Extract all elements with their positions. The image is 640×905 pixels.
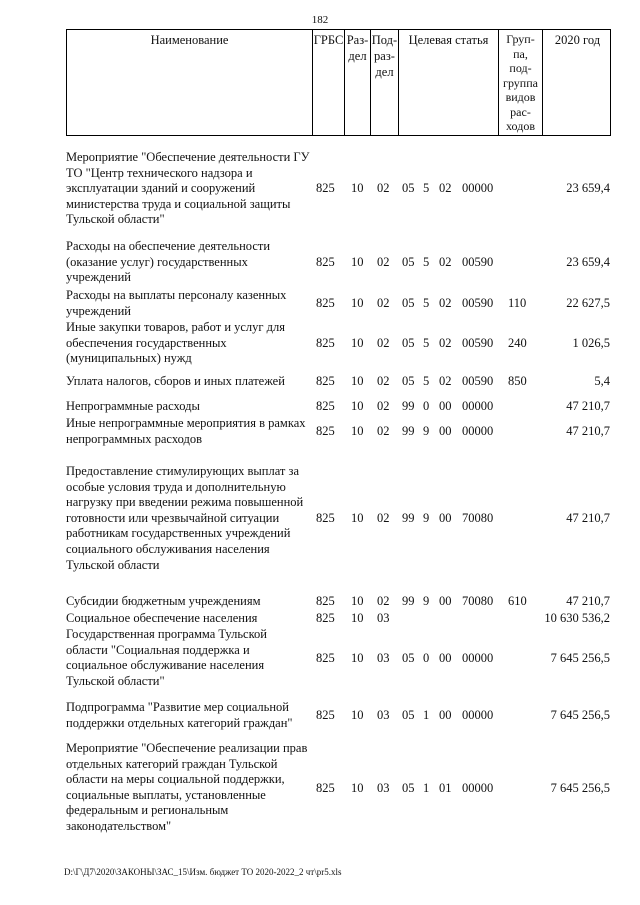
row-name: Непрограммные расходы — [66, 399, 200, 413]
cell-razdel: 10 — [351, 181, 364, 195]
row-name: Социальное обеспечение населения — [66, 611, 258, 625]
cell-razdel: 10 — [351, 708, 364, 722]
cell-razdel: 10 — [351, 255, 364, 269]
cell-target-3: 02 — [439, 181, 452, 195]
cell-target-2: 9 — [423, 594, 430, 608]
cell-grbs: 825 — [316, 611, 335, 625]
cell-razdel: 10 — [351, 594, 364, 608]
cell-target-1: 05 — [402, 255, 415, 269]
cell-podrazdel: 03 — [377, 781, 390, 795]
cell-razdel: 10 — [351, 399, 364, 413]
cell-amount: 1 026,5 — [572, 336, 610, 350]
cell-podrazdel: 02 — [377, 511, 390, 525]
cell-amount: 22 627,5 — [566, 296, 610, 310]
cell-target-3: 00 — [439, 424, 452, 438]
row-name: Предоставление стимулирующих выплат за особые условия труда и дополнительную нагрузку при введении режима повышенной готовности или чрезвычайной ситуации работникам государственных учреждений социального обслуживания населения Тульской области — [66, 464, 304, 572]
cell-target-4: 00000 — [462, 708, 494, 722]
cell-grbs: 825 — [316, 399, 335, 413]
cell-group: 610 — [508, 594, 527, 608]
cell-target-3: 00 — [439, 651, 452, 665]
page-number: 182 — [311, 14, 329, 26]
cell-podrazdel: 02 — [377, 399, 390, 413]
cell-target-4: 00000 — [462, 181, 494, 195]
cell-group: 850 — [508, 374, 527, 388]
header-name: Наименование — [67, 30, 313, 135]
cell-target-4: 00000 — [462, 651, 494, 665]
cell-razdel: 10 — [351, 651, 364, 665]
cell-grbs: 825 — [316, 651, 335, 665]
header-year: 2020 год — [554, 33, 601, 47]
cell-target-4: 00000 — [462, 424, 494, 438]
row-name: Иные непрограммные мероприятия в рамках непрограммных расходов — [66, 416, 306, 446]
cell-grbs: 825 — [316, 594, 335, 608]
cell-podrazdel: 02 — [377, 255, 390, 269]
cell-target-4: 00590 — [462, 336, 494, 350]
cell-podrazdel: 03 — [377, 708, 390, 722]
cell-razdel: 10 — [351, 424, 364, 438]
header-group: Груп- па, под- группа видов рас- ходов — [499, 30, 543, 135]
cell-target-2: 1 — [423, 781, 430, 795]
cell-podrazdel: 02 — [377, 336, 390, 350]
cell-target-1: 05 — [402, 708, 415, 722]
cell-grbs: 825 — [316, 424, 335, 438]
cell-target-2: 5 — [423, 374, 430, 388]
cell-target-1: 99 — [402, 594, 415, 608]
cell-amount: 7 645 256,5 — [550, 708, 610, 722]
cell-target-2: 5 — [423, 181, 430, 195]
cell-podrazdel: 02 — [377, 181, 390, 195]
cell-target-1: 99 — [402, 424, 415, 438]
cell-target-1: 05 — [402, 374, 415, 388]
cell-amount: 47 210,7 — [566, 594, 610, 608]
cell-target-3: 00 — [439, 594, 452, 608]
cell-target-2: 0 — [423, 399, 430, 413]
header-target: Целевая статья — [399, 30, 499, 135]
cell-target-2: 5 — [423, 255, 430, 269]
cell-target-4: 00590 — [462, 296, 494, 310]
row-name: Мероприятие "Обеспечение деятельности ГУ ТО "Центр технического надзора и эксплуатации зданий и сооружений министерства труда и социальной защиты Тульской области" — [66, 150, 310, 227]
cell-target-3: 02 — [439, 374, 452, 388]
row-name: Подпрограмма "Развитие мер социальной поддержки отдельных категорий граждан" — [66, 700, 293, 730]
row-name: Субсидии бюджетным учреждениям — [66, 594, 261, 608]
cell-amount: 10 630 536,2 — [544, 611, 610, 625]
header-razdel: Раз- дел — [345, 30, 371, 135]
cell-target-3: 02 — [439, 296, 452, 310]
cell-grbs: 825 — [316, 181, 335, 195]
cell-target-1: 05 — [402, 651, 415, 665]
cell-amount: 7 645 256,5 — [550, 781, 610, 795]
cell-target-2: 0 — [423, 651, 430, 665]
row-name: Государственная программа Тульской области "Социальная поддержка и социальное обслуживание населения Тульской области" — [66, 627, 267, 688]
cell-grbs: 825 — [316, 708, 335, 722]
header-podrazdel: Под- раз- дел — [371, 30, 399, 135]
cell-target-2: 1 — [423, 708, 430, 722]
row-name: Расходы на выплаты персоналу казенных учреждений — [66, 288, 287, 318]
cell-amount: 7 645 256,5 — [550, 651, 610, 665]
cell-target-1: 05 — [402, 296, 415, 310]
cell-amount: 47 210,7 — [566, 511, 610, 525]
cell-razdel: 10 — [351, 781, 364, 795]
cell-target-2: 9 — [423, 511, 430, 525]
cell-grbs: 825 — [316, 374, 335, 388]
cell-target-2: 5 — [423, 296, 430, 310]
cell-amount: 47 210,7 — [566, 424, 610, 438]
cell-target-3: 01 — [439, 781, 452, 795]
row-name: Уплата налогов, сборов и иных платежей — [66, 374, 285, 388]
cell-target-4: 70080 — [462, 594, 494, 608]
cell-amount: 23 659,4 — [566, 255, 610, 269]
cell-target-4: 00590 — [462, 374, 494, 388]
cell-grbs: 825 — [316, 296, 335, 310]
row-name: Мероприятие "Обеспечение реализации прав отдельных категорий граждан Тульской области на меры социальной поддержки, социальные выплаты, установленные федеральным и региональным законодательством" — [66, 741, 308, 833]
cell-grbs: 825 — [316, 781, 335, 795]
cell-grbs: 825 — [316, 511, 335, 525]
cell-target-4: 00590 — [462, 255, 494, 269]
cell-target-1: 99 — [402, 511, 415, 525]
cell-target-3: 00 — [439, 708, 452, 722]
cell-target-1: 05 — [402, 181, 415, 195]
cell-target-4: 00000 — [462, 399, 494, 413]
header-grbs: ГРБС — [313, 30, 345, 135]
cell-podrazdel: 02 — [377, 374, 390, 388]
cell-target-2: 9 — [423, 424, 430, 438]
row-name: Иные закупки товаров, работ и услуг для обеспечения государственных (муниципальных) нужд — [66, 320, 286, 366]
cell-podrazdel: 03 — [377, 611, 390, 625]
cell-amount: 23 659,4 — [566, 181, 610, 195]
row-name: Расходы на обеспечение деятельности (оказание услуг) государственных учреждений — [66, 239, 271, 285]
cell-amount: 47 210,7 — [566, 399, 610, 413]
cell-target-3: 02 — [439, 336, 452, 350]
cell-target-3: 00 — [439, 399, 452, 413]
cell-target-1: 05 — [402, 781, 415, 795]
cell-target-1: 99 — [402, 399, 415, 413]
cell-razdel: 10 — [351, 296, 364, 310]
cell-razdel: 10 — [351, 374, 364, 388]
cell-target-4: 00000 — [462, 781, 494, 795]
cell-target-4: 70080 — [462, 511, 494, 525]
cell-target-3: 00 — [439, 511, 452, 525]
cell-razdel: 10 — [351, 611, 364, 625]
cell-podrazdel: 02 — [377, 296, 390, 310]
cell-podrazdel: 02 — [377, 594, 390, 608]
cell-razdel: 10 — [351, 336, 364, 350]
cell-podrazdel: 03 — [377, 651, 390, 665]
cell-target-1: 05 — [402, 336, 415, 350]
cell-razdel: 10 — [351, 511, 364, 525]
cell-amount: 5,4 — [594, 374, 610, 388]
cell-target-2: 5 — [423, 336, 430, 350]
cell-group: 240 — [508, 336, 527, 350]
cell-grbs: 825 — [316, 336, 335, 350]
cell-target-3: 02 — [439, 255, 452, 269]
file-path-footer: D:\Г\Д7\2020\ЗАКОНЫ\ЗАС_15\Изм. бюджет ТО 2020-2022_2 чт\pr5.xls — [64, 867, 342, 877]
cell-group: 110 — [508, 296, 527, 310]
cell-grbs: 825 — [316, 255, 335, 269]
cell-podrazdel: 02 — [377, 424, 390, 438]
table-header — [66, 29, 611, 136]
